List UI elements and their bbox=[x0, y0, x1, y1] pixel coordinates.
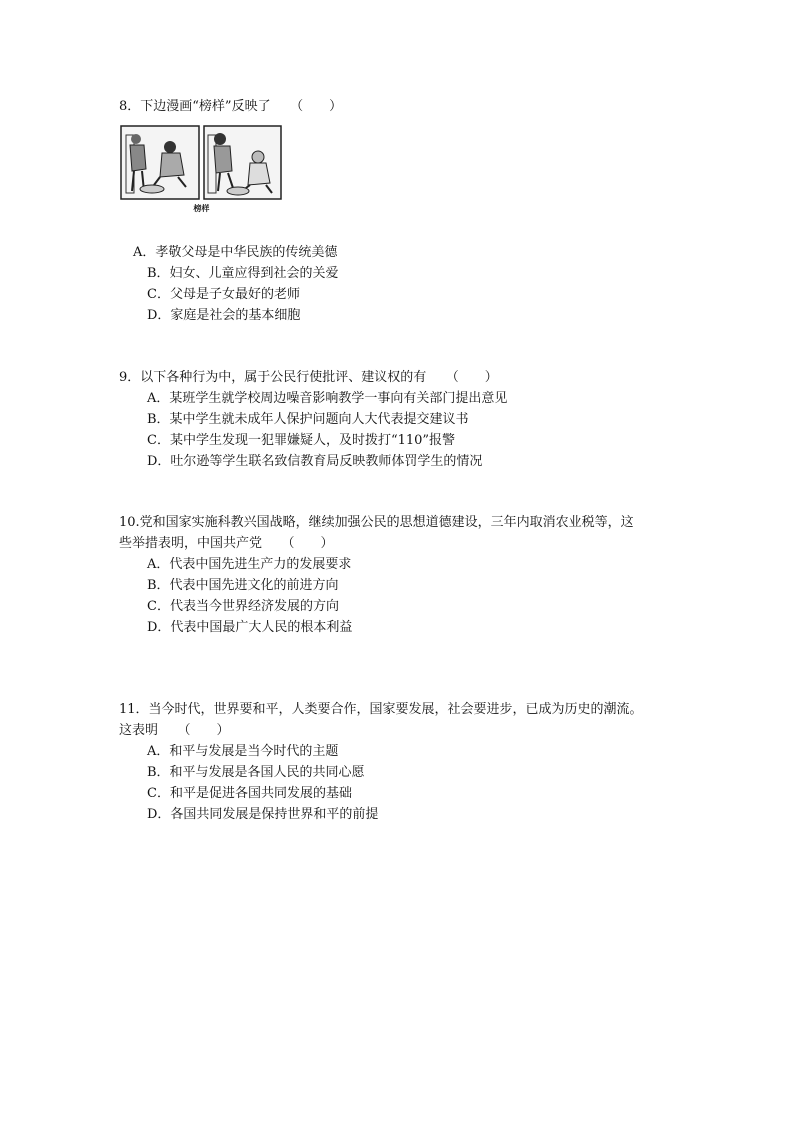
question-8-option-b: B．妇女、儿童应得到社会的关爱 bbox=[147, 266, 339, 281]
question-8-option-c: C．父母是子女最好的老师 bbox=[147, 287, 300, 302]
question-11-option-d: D．各国共同发展是保持世界和平的前提 bbox=[147, 807, 379, 822]
question-8-option-a: A．孝敬父母是中华民族的传统美德 bbox=[133, 245, 338, 260]
question-10-stem-line-2: 些举措表明，中国共产党 （ ） bbox=[119, 536, 334, 551]
cartoon-illustration bbox=[120, 125, 283, 201]
question-11-option-b: B．和平与发展是各国人民的共同心愿 bbox=[147, 765, 365, 780]
question-11-stem-line-2: 这表明 （ ） bbox=[119, 723, 230, 738]
cartoon-figure bbox=[120, 125, 283, 215]
question-9-option-b: B．某中学生就未成年人保护问题向人大代表提交建议书 bbox=[147, 412, 469, 427]
question-8-stem: 8．下边漫画“榜样”反映了 （ ） bbox=[119, 99, 343, 114]
question-11-stem-line-1: 11．当今时代，世界要和平，人类要合作，国家要发展，社会要进步，已成为历史的潮流。 bbox=[119, 702, 643, 717]
question-9-option-c: C．某中学生发现一犯罪嫌疑人，及时拨打“110”报警 bbox=[147, 433, 456, 448]
question-9-stem: 9．以下各种行为中，属于公民行使批评、建议权的有 （ ） bbox=[119, 370, 498, 385]
question-9-option-d: D．吐尔逊等学生联名致信教育局反映教师体罚学生的情况 bbox=[147, 454, 483, 469]
question-10-option-d: D．代表中国最广大人民的根本利益 bbox=[147, 620, 353, 635]
question-11-option-c: C．和平是促进各国共同发展的基础 bbox=[147, 786, 352, 801]
question-11-option-a: A．和平与发展是当今时代的主题 bbox=[147, 744, 339, 759]
question-10-option-c: C．代表当今世界经济发展的方向 bbox=[147, 599, 339, 614]
question-10-option-b: B．代表中国先进文化的前进方向 bbox=[147, 578, 339, 593]
cartoon-caption: 榜样 bbox=[193, 203, 210, 213]
question-10-stem-line-1: 10.党和国家实施科教兴国战略，继续加强公民的思想道德建设，三年内取消农业税等，这 bbox=[119, 515, 634, 530]
question-8-option-d: D．家庭是社会的基本细胞 bbox=[147, 308, 301, 323]
question-10-option-a: A．代表中国先进生产力的发展要求 bbox=[147, 557, 352, 572]
question-9-option-a: A．某班学生就学校周边噪音影响教学一事向有关部门提出意见 bbox=[147, 391, 508, 406]
